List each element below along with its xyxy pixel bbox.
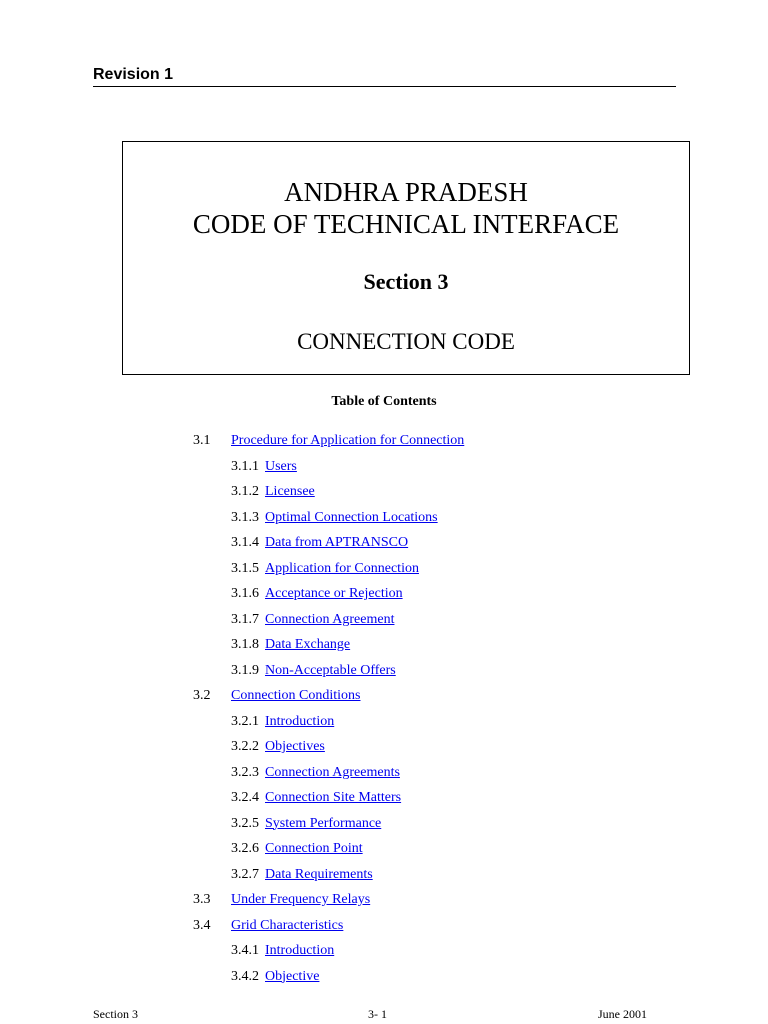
- toc-item-number: 3.1: [193, 433, 211, 448]
- toc-item: [0, 635, 768, 661]
- toc-item: [0, 865, 768, 891]
- toc-item: [0, 788, 768, 814]
- toc-link[interactable]: Data Requirements: [265, 866, 373, 882]
- footer-section: Section 3: [93, 1007, 138, 1021]
- toc-item: [0, 916, 768, 942]
- toc-item-number: 3.1.3: [231, 509, 259, 525]
- toc-item-number: 3.1.5: [231, 560, 259, 576]
- title-box: [122, 141, 690, 375]
- toc-link[interactable]: Connection Site Matters: [265, 790, 402, 805]
- toc-link[interactable]: Under Frequency Relays: [231, 892, 371, 907]
- toc-item: [0, 610, 768, 636]
- document-title-line-1: ANDHRA PRADESH: [284, 177, 528, 207]
- toc-item-number: 3.4.2: [231, 968, 259, 984]
- toc-item-number: 3.4: [193, 917, 211, 933]
- toc-item-number: 3.1.1: [231, 458, 259, 474]
- toc-item: [0, 941, 768, 967]
- toc-item-number: 3.2.2: [231, 739, 259, 754]
- toc-item-number: 3.2.7: [231, 866, 259, 882]
- toc-link[interactable]: Data from APTRANSCO: [265, 535, 409, 550]
- footer-date: June 2001: [598, 1007, 647, 1021]
- toc-item: [0, 431, 768, 457]
- toc-item: [0, 967, 768, 993]
- toc-link[interactable]: Connection Conditions: [231, 688, 361, 703]
- toc-item-number: 3.1.4: [231, 535, 259, 550]
- toc-item-number: 3.1.7: [231, 611, 259, 627]
- toc-link[interactable]: Connection Agreements: [265, 764, 400, 780]
- toc-item-number: 3.1.8: [231, 637, 259, 652]
- toc-item-number: 3.2.6: [231, 841, 259, 856]
- toc-link[interactable]: Connection Agreement: [265, 611, 395, 627]
- toc-link[interactable]: Connection Point: [265, 841, 363, 856]
- code-name: CONNECTION CODE: [297, 329, 515, 354]
- toc-item-number: 3.2.3: [231, 764, 259, 780]
- toc-list: [0, 431, 768, 992]
- section-number: Section 3: [363, 269, 449, 294]
- toc-link[interactable]: Licensee: [265, 484, 315, 499]
- toc-item-number: 3.4.1: [231, 943, 259, 958]
- toc-item-number: 3.2: [193, 688, 211, 703]
- toc-item: [0, 686, 768, 712]
- toc-link[interactable]: Acceptance or Rejection: [265, 586, 403, 601]
- toc-link[interactable]: Introduction: [265, 713, 335, 729]
- toc-item: [0, 457, 768, 483]
- document-title-line-2: CODE OF TECHNICAL INTERFACE: [192, 209, 620, 239]
- toc-link[interactable]: Data Exchange: [265, 637, 351, 652]
- toc-link[interactable]: Grid Characteristics: [231, 917, 344, 933]
- toc-link[interactable]: Objective: [265, 968, 320, 984]
- toc-link[interactable]: Optimal Connection Locations: [265, 509, 438, 525]
- toc-item-number: 3.2.4: [231, 790, 259, 805]
- toc-item-number: 3.3: [193, 892, 211, 907]
- toc-link[interactable]: Non-Acceptable Offers: [265, 662, 396, 678]
- toc-item: [0, 508, 768, 534]
- toc-item: [0, 584, 768, 610]
- toc-item: [0, 482, 768, 508]
- toc-heading: Table of Contents: [331, 394, 437, 409]
- toc-link[interactable]: Procedure for Application for Connection: [231, 433, 465, 448]
- toc-item: [0, 712, 768, 738]
- footer-page-number: 3- 1: [368, 1007, 387, 1021]
- toc-item-number: 3.1.9: [231, 662, 259, 678]
- toc-link[interactable]: Introduction: [265, 943, 335, 958]
- toc-item-number: 3.1.2: [231, 484, 259, 499]
- toc-link[interactable]: Application for Connection: [265, 560, 419, 576]
- toc-item: [0, 533, 768, 559]
- toc-item-number: 3.2.5: [231, 815, 259, 831]
- toc-link[interactable]: System Performance: [265, 815, 382, 831]
- toc-item-number: 3.1.6: [231, 586, 259, 601]
- toc-item: [0, 839, 768, 865]
- toc-item: [0, 814, 768, 840]
- toc-item: [0, 559, 768, 585]
- toc-link[interactable]: Objectives: [265, 739, 325, 754]
- toc-item-number: 3.2.1: [231, 713, 259, 729]
- toc-item: [0, 737, 768, 763]
- toc-item: [0, 890, 768, 916]
- toc-item: [0, 763, 768, 789]
- revision-header: Revision 1: [93, 64, 676, 87]
- toc-item: [0, 661, 768, 687]
- toc-link[interactable]: Users: [265, 458, 297, 474]
